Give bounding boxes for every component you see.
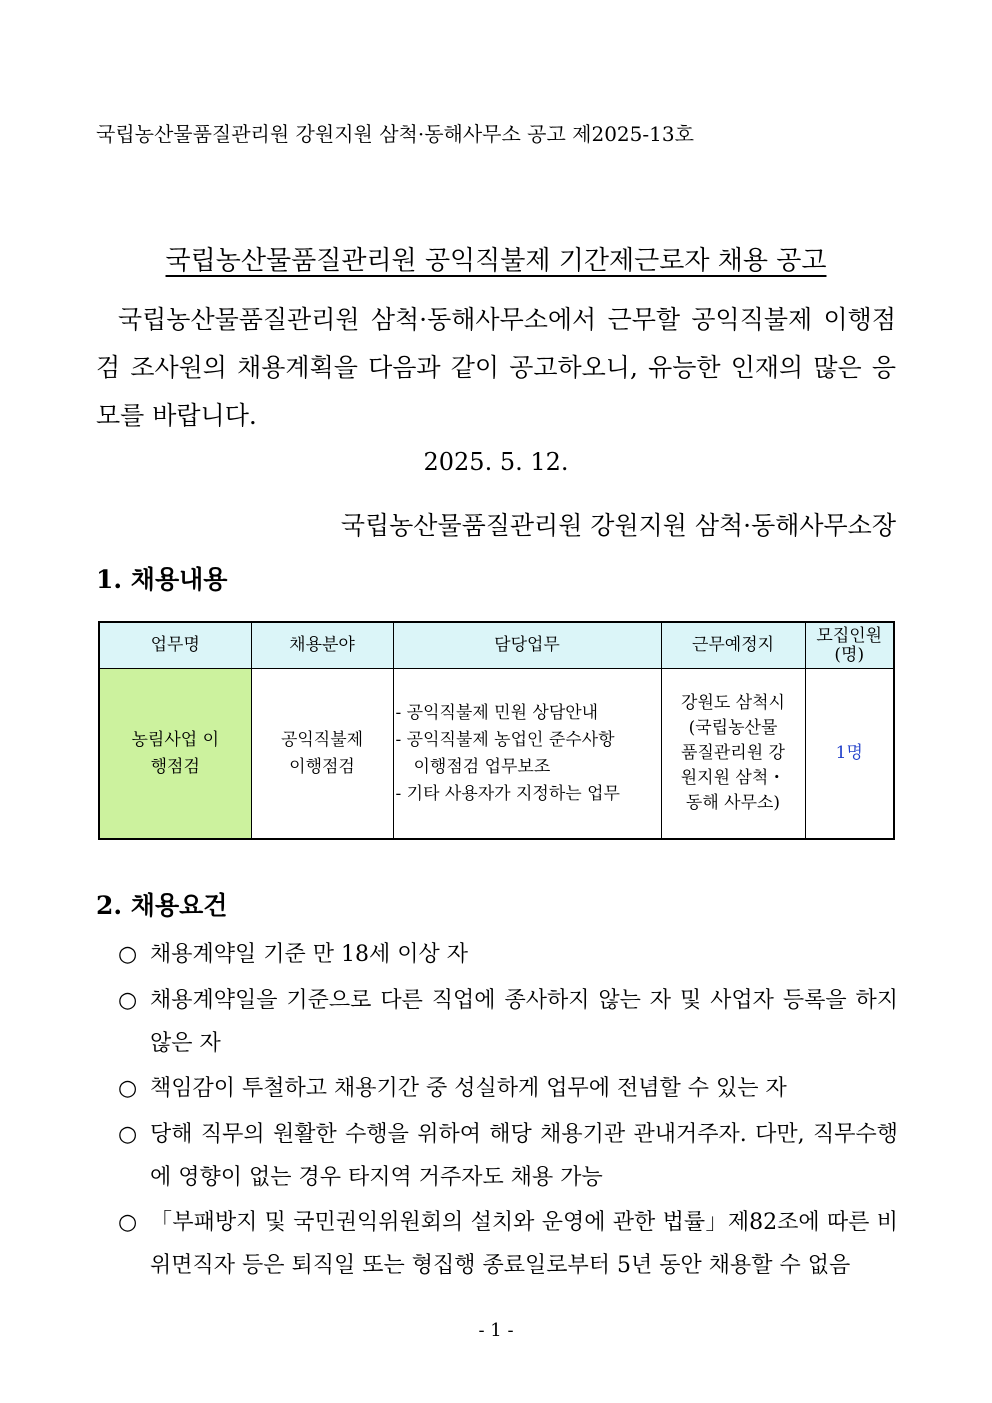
duty-line: 이행점검 업무보조 xyxy=(413,756,551,777)
intro-paragraph: 국립농산물품질관리원 삼척·동해사무소에서 근무할 공익직불제 이행점검 조사원의 채용계획을 다음과 같이 공고하오니, 유능한 인재의 많은 응모를 바랍니다. xyxy=(96,305,896,430)
page-title xyxy=(0,240,992,277)
requirement-item xyxy=(118,1113,898,1199)
cell-field-text: 공익직불제 이행점검 xyxy=(280,729,364,777)
bullet-circle-icon: ○ xyxy=(118,1076,138,1101)
requirement-item xyxy=(118,1201,898,1287)
requirement-text: 채용계약일을 기준으로 다른 직업에 종사하지 않는 자 및 사업자 등록을 하지 않은 자 xyxy=(150,988,898,1056)
header-count: 모집인원(명) xyxy=(805,622,894,669)
cell-location-text: 강원도 삼척시 (국립농산물 품질관리원 강원지원 삼척・동해 사무소) xyxy=(680,693,786,813)
bullet-circle-icon: ○ xyxy=(118,1122,138,1147)
section-1-heading: 1. 채용내용 xyxy=(96,565,228,594)
header-duty: 담당업무 xyxy=(393,622,661,669)
requirement-text: 「부패방지 및 국민권익위원회의 설치와 운영에 관한 법률」제82조에 따른 비위면직자 등은 퇴직일 또는 형집행 종료일로부터 5년 동안 채용할 수 없음 xyxy=(150,1210,898,1278)
table-header-row xyxy=(99,622,894,669)
requirement-item xyxy=(118,979,898,1065)
requirement-item xyxy=(118,933,898,976)
issuer: 국립농산물품질관리원 강원지원 삼척·동해사무소장 xyxy=(340,511,896,540)
cell-count: 1명 xyxy=(805,669,894,840)
notice-date: 2025. 5. 12. xyxy=(423,448,569,476)
bullet-circle-icon: ○ xyxy=(118,988,138,1013)
cell-location xyxy=(661,669,805,840)
cell-job-text: 농림사업 이행점검 xyxy=(131,729,219,777)
notice-number: 국립농산물품질관리원 강원지원 삼척·동해사무소 공고 제2025-13호 xyxy=(96,122,694,146)
cell-field xyxy=(251,669,393,840)
bullet-circle-icon: ○ xyxy=(118,1210,138,1235)
section-2-heading: 2. 채용요건 xyxy=(96,891,228,920)
requirement-text: 당해 직무의 원활한 수행을 위하여 해당 채용기관 관내거주자. 다만, 직무수행에 영향이 없는 경우 타지역 거주자도 채용 가능 xyxy=(150,1122,898,1190)
requirement-item xyxy=(118,1067,898,1110)
duty-line: - 공익직불제 민원 상담안내 xyxy=(395,702,599,723)
recruitment-table xyxy=(98,621,895,840)
requirement-text: 채용계약일 기준 만 18세 이상 자 xyxy=(150,942,468,967)
header-location: 근무예정지 xyxy=(661,622,805,669)
header-field: 채용분야 xyxy=(251,622,393,669)
duty-line: - 기타 사용자가 지정하는 업무 xyxy=(395,783,620,804)
cell-duty xyxy=(393,669,661,840)
table-row xyxy=(99,669,894,840)
header-job: 업무명 xyxy=(99,622,251,669)
cell-job xyxy=(99,669,251,840)
duty-line: - 공익직불제 농업인 준수사항 xyxy=(395,729,615,750)
bullet-circle-icon: ○ xyxy=(118,942,138,967)
requirement-text: 책임감이 투철하고 채용기간 중 성실하게 업무에 전념할 수 있는 자 xyxy=(150,1076,787,1101)
title-text: 국립농산물품질관리원 공익직불제 기간제근로자 채용 공고 xyxy=(165,246,827,276)
page-number: - 1 - xyxy=(478,1320,514,1341)
